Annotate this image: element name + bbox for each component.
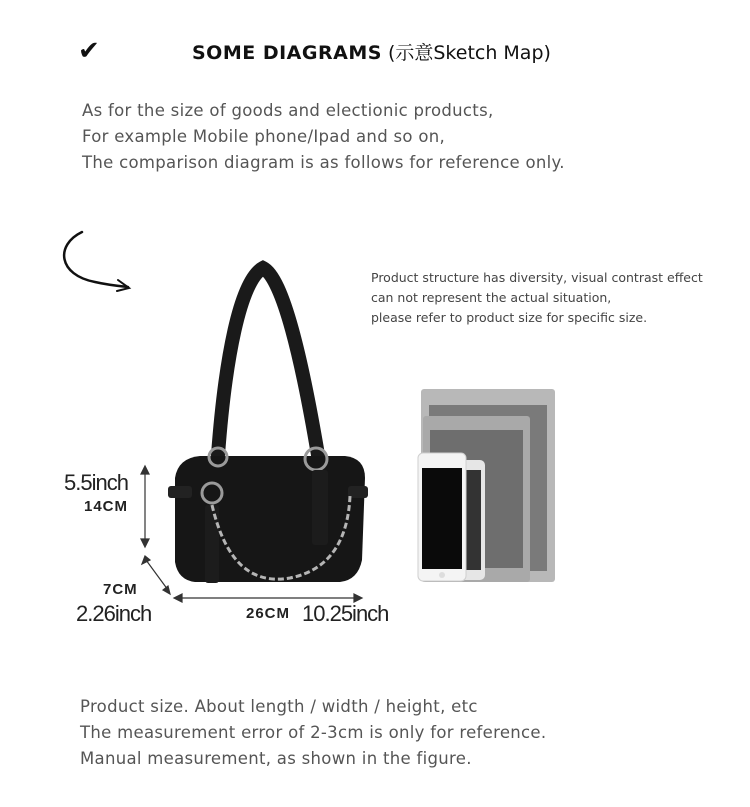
curved-arrow-icon (64, 232, 129, 291)
disclaimer-note (371, 268, 703, 328)
length-cm-label: 26CM (246, 605, 291, 622)
note-line: Product structure has diversity, visual contrast effect (371, 270, 703, 285)
intro-line: The comparison diagram is as follows for reference only. (82, 153, 565, 172)
width-cm-label: 7CM (103, 581, 138, 598)
title-subtitle: (示意Sketch Map) (387, 42, 551, 64)
footer-line: Manual measurement, as shown in the figure. (80, 749, 472, 768)
width-inch-label: 2.26inch (76, 601, 152, 626)
note-line: please refer to product size for specific size. (371, 310, 648, 325)
footer-line: Product size. About length / width / height, etc (80, 697, 478, 716)
device-comparison-image (418, 389, 555, 582)
footer-text (80, 694, 546, 772)
checkmark-icon: ✔ (78, 36, 100, 66)
length-inch-label: 10.25inch (302, 601, 389, 626)
intro-line: For example Mobile phone/Ipad and so on, (82, 127, 446, 146)
handbag-image (168, 268, 368, 583)
title-bold: SOME DIAGRAMS (192, 42, 382, 64)
height-cm-label: 14CM (84, 498, 129, 515)
note-line: can not represent the actual situation, (371, 290, 612, 305)
intro-line: As for the size of goods and electionic products, (82, 101, 494, 120)
height-inch-label: 5.5inch (64, 470, 128, 495)
footer-line: The measurement error of 2-3cm is only for reference. (80, 723, 547, 742)
